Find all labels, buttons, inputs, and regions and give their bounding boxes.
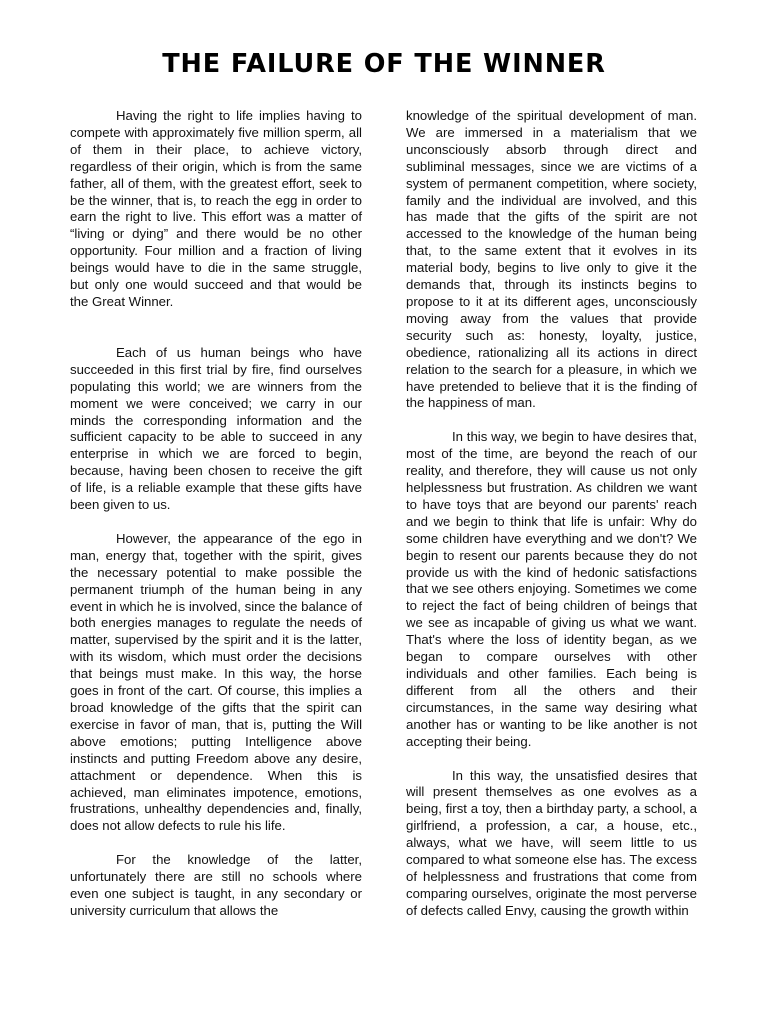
left-column: [70, 108, 362, 920]
paragraph: In this way, we begin to have desires that, most of the time, are beyond the reach of our reality, and therefore, they will cause us not only helplessness but frustration. As children we want to have toys that are beyond our parents' reach and we begin to think that life is unfair: Why do some children have everything and we don't? We begin to resent our parents because they do not provide us with the kind of hedonic satisfactions that we see others enjoying. Sometimes we come to reject the fact of being children of beings that we see as incapable of giving us what we want. That's where the loss of identity began, as we began to compare ourselves with other individuals and other families. Each being is different from all the others and their circumstances, in the same way desiring what another has or wanting to be like another is not accepting their being.: [406, 429, 697, 749]
paragraph: For the knowledge of the latter, unfortunately there are still no schools where even one subject is taught, in any secondary or university curriculum that allows the: [70, 852, 362, 918]
paragraph: Each of us human beings who have succeeded in this first trial by fire, find ourselves populating this world; we are winners from the moment we were conceived; we carry in our minds the corresponding information and the sufficient capacity to be able to succeed in any enterprise in which we are forced to begin, because, having been chosen to receive the gift of life, is a reliable example that these gifts have been given to us.: [70, 344, 362, 513]
paragraph-continued: knowledge of the spiritual development of man. We are immersed in a materialism that we unconsciously absorb through direct and subliminal messages, since we are victims of a system of permanent competition, where society, family and the individual are involved, and this has made that the gifts of the spirit are not accessed to the knowledge of the human being that, to the same extent that it evolves in its material body, begins to live only to give it the demands that, through its instincts begins to propose to it at its different ages, unconsciously moving away from the values that provide security such as: honesty, loyalty, justice, obedience, rationalizing all its actions in direct relation to the search for a pleasure, in which we have pretended to believe that it is the finding of the happiness of man.: [406, 108, 697, 411]
paragraph: However, the appearance of the ego in man, energy that, together with the spirit, gives the necessary potential to make possible the permanent triumph of the human being in any event in which he is involved, since the balance of both energies manages to regulate the needs of matter, supervised by the spirit and it is the latter, with its wisdom, which must order the decisions that beings must make. In this way, the horse goes in front of the cart. Of course, this implies a broad knowledge of the gifts that the spirit can exercise in favor of man, that is, putting the Will above emotions; putting Intelligence above instincts and putting Freedom above any desire, attachment or dependence. When this is achieved, man eliminates impotence, emotions, frustrations, unhealthy dependencies and, finally, does not allow defects to rule his life.: [70, 530, 362, 834]
paragraph: Having the right to life implies having to compete with approximately five million sperm, all of them in their place, to achieve victory, regardless of their origin, which is from the same father, all of them, with the greatest effort, seek to be the winner, that is, to reach the egg in order to earn the right to live. This effort was a matter of “living or dying” and there would be no other opportunity. Four million and a fraction of living beings would have to die in the same struggle, but only one would succeed and that would be the Great Winner.: [70, 108, 362, 309]
document-title: THE FAILURE OF THE WINNER: [162, 49, 606, 79]
paragraph: In this way, the unsatisfied desires that will present themselves as one evolves as a being, first a toy, then a birthday party, a school, a girlfriend, a profession, a car, a house, etc., always, what we have, will seem little to us compared to what someone else has. The excess of helplessness and frustrations that come from comparing ourselves, originate the most perverse of defects called Envy, causing the growth within: [406, 767, 697, 918]
right-column: [406, 108, 697, 920]
